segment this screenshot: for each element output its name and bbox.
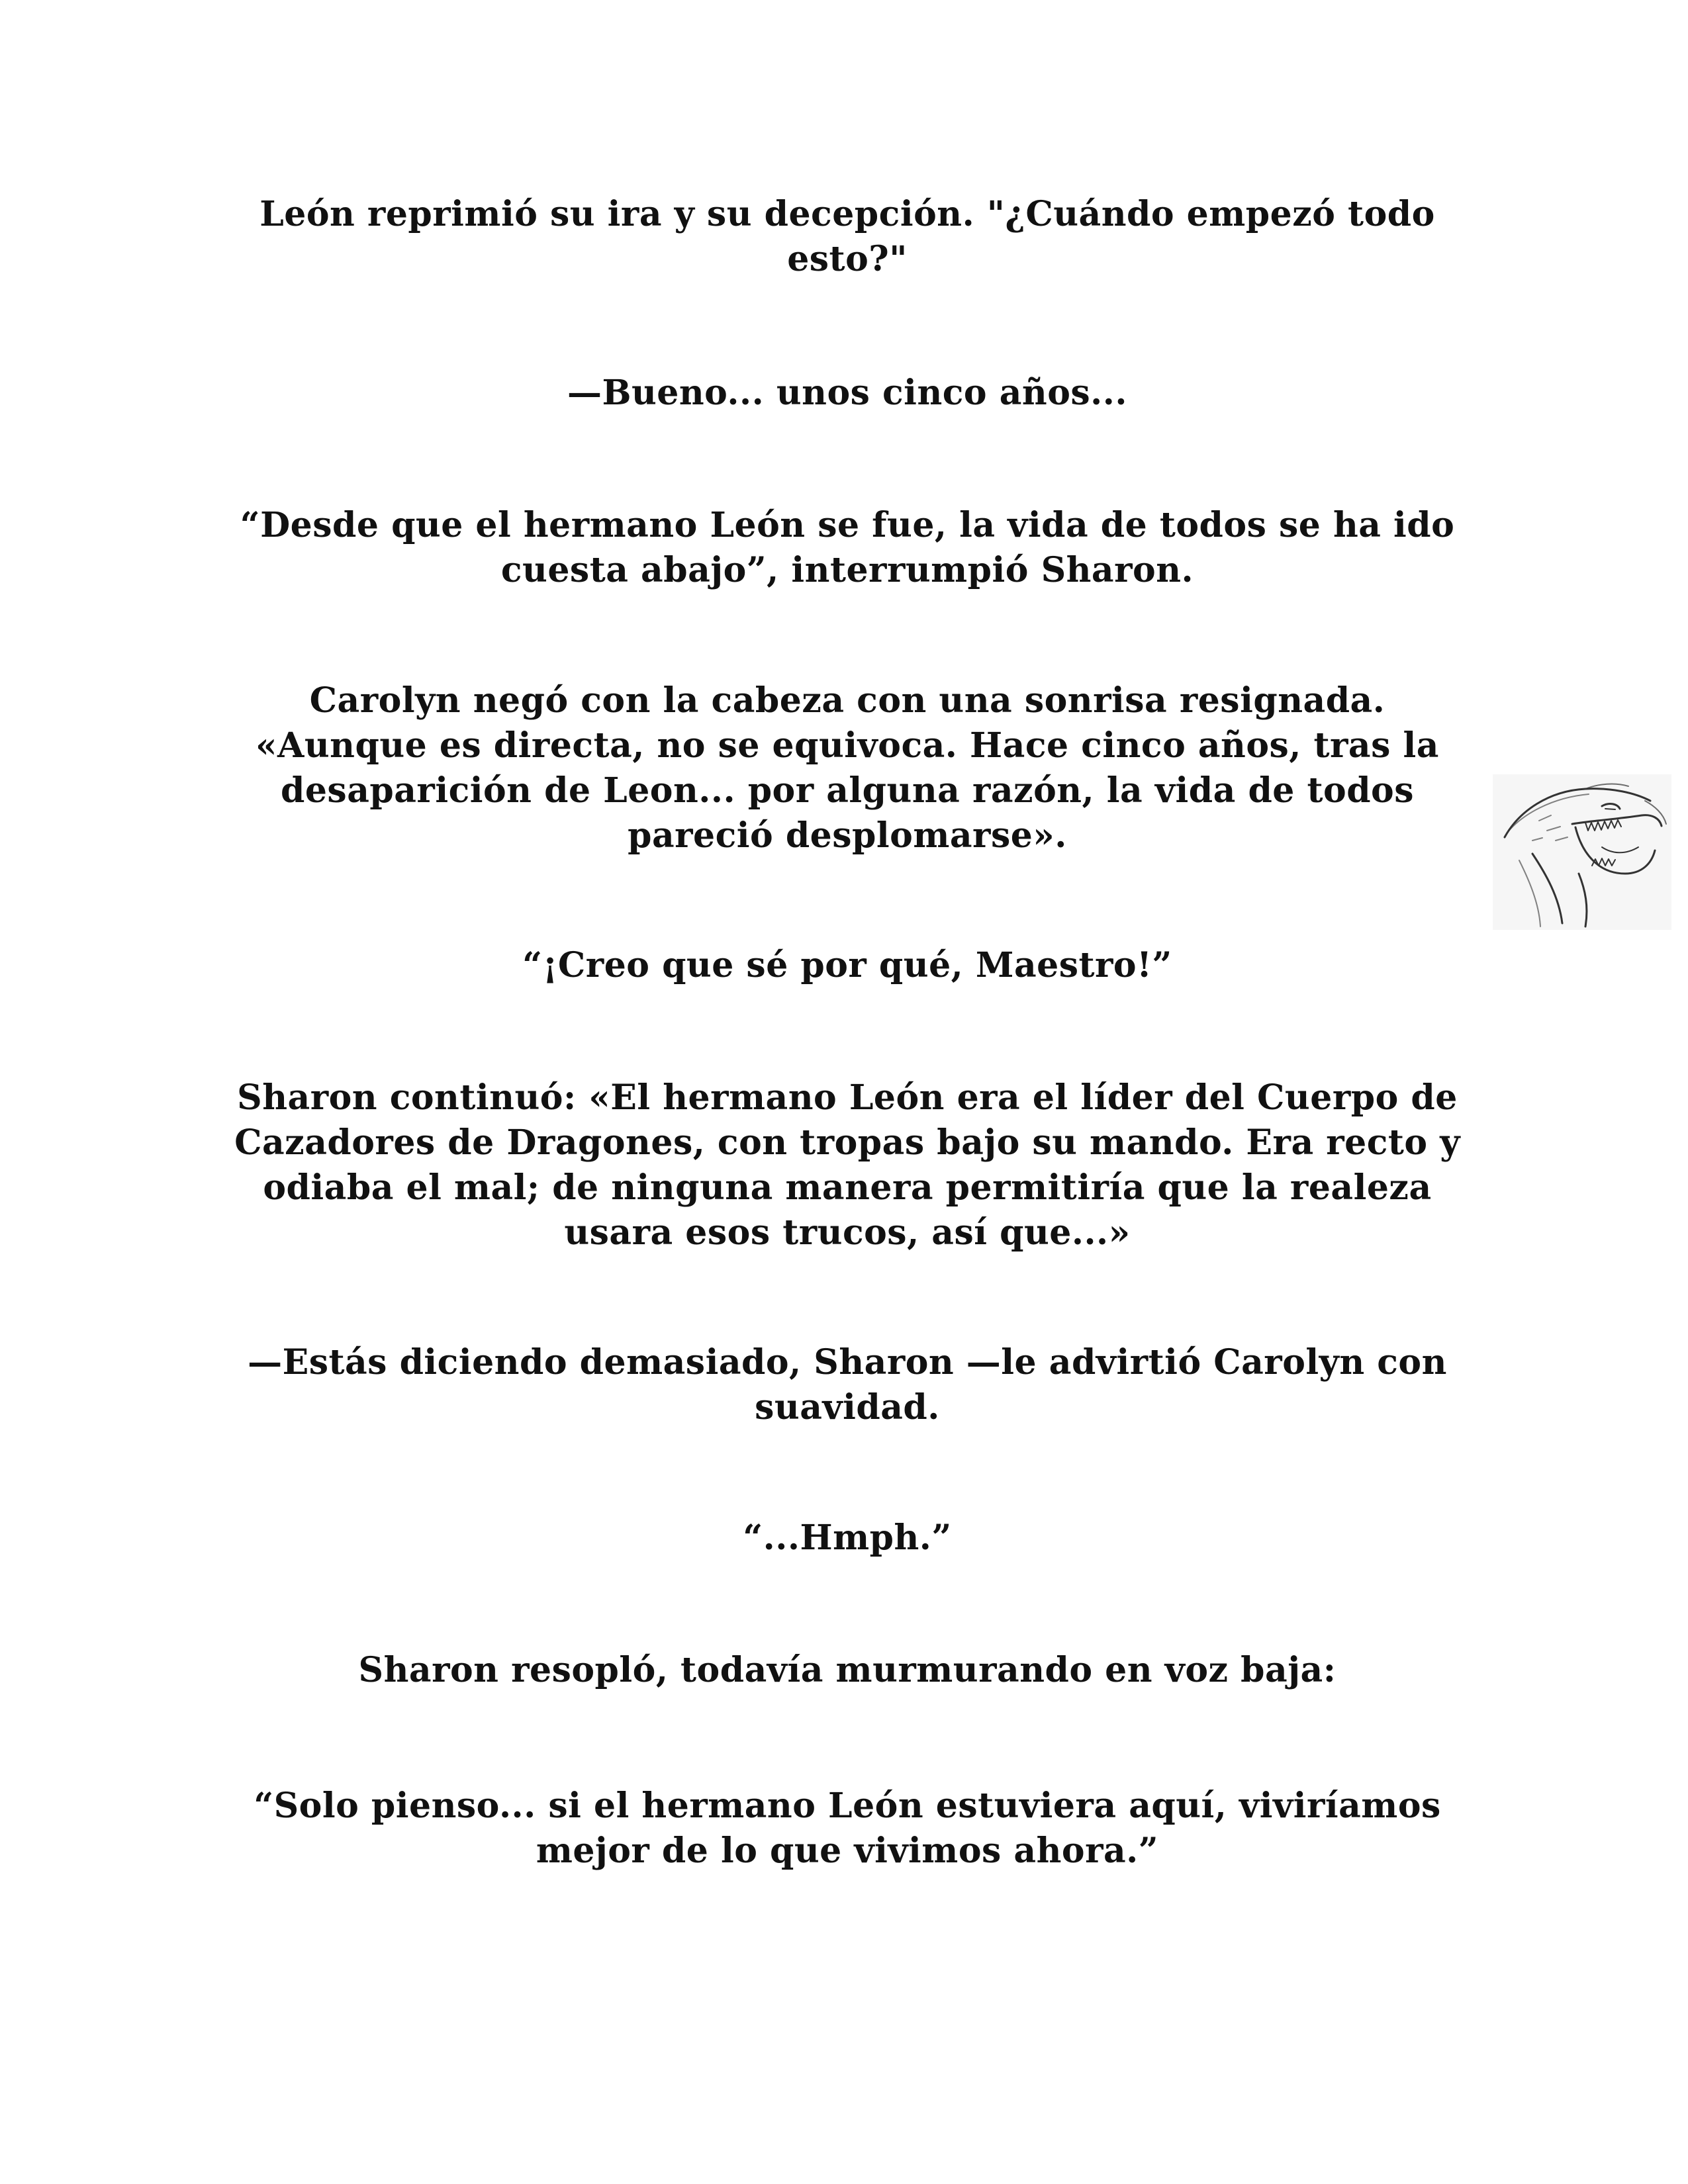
paragraph-8: “...Hmph.”: [743, 1518, 952, 1558]
paragraph-4: Carolyn negó con la cabeza con una sonrisa resignada. «Aunque es directa, no se equivoca. Hace cinco años, tras la desaparición de Leon... por alguna razón, la vida de todos pareció desplomarse».: [256, 680, 1439, 856]
paragraph-2: —Bueno... unos cinco años...: [567, 373, 1127, 413]
paragraph-7: —Estás diciendo demasiado, Sharon —le advirtió Carolyn con suavidad.: [248, 1342, 1447, 1428]
paragraph-6: Sharon continuó: «El hermano León era el líder del Cuerpo de Cazadores de Dragones, con tropas bajo su mando. Era recto y odiaba el mal; de ninguna manera permitiría que la realeza usara esos trucos, así que...»: [234, 1077, 1460, 1253]
dragon-head-sketch-icon: [1493, 774, 1671, 930]
paragraph-3: “Desde que el hermano León se fue, la vida de todos se ha ido cuesta abajo”, interrumpió Sharon.: [240, 505, 1455, 590]
paragraph-10: “Solo pienso... si el hermano León estuviera aquí, viviríamos mejor de lo que vivimos ahora.”: [254, 1786, 1441, 1871]
paragraph-9: Sharon resopló, todavía murmurando en voz baja:: [358, 1650, 1336, 1690]
paragraph-1: León reprimió su ira y su decepción. "¿Cuándo empezó todo esto?": [259, 194, 1435, 279]
paragraph-5: “¡Creo que sé por qué, Maestro!”: [522, 945, 1172, 985]
